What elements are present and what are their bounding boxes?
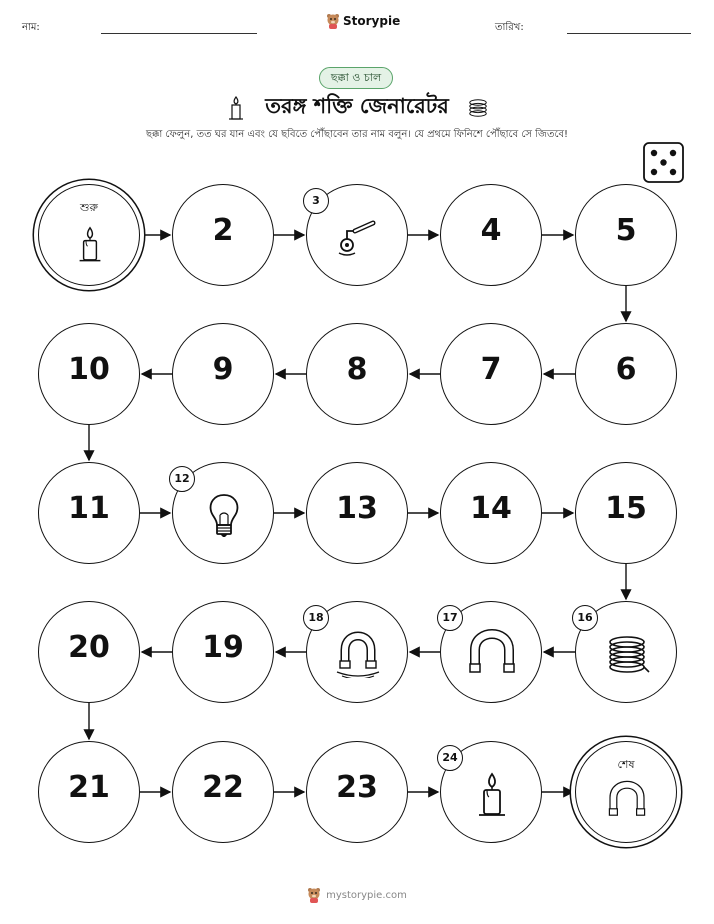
start-label: শুরু [80,201,98,214]
space-number: 14 [470,491,512,526]
bear-mascot-icon [307,887,321,903]
board-space-22 [172,741,274,843]
board-space-17 [440,601,542,703]
finish-space [575,741,677,843]
game-type-badge: ছক্কা ও চাল [319,67,393,89]
board-space-7 [440,323,542,425]
space-number-badge: 16 [572,605,598,631]
horseshoe-magnet-icon [467,628,517,678]
board-space-8 [306,323,408,425]
space-number: 11 [68,491,110,526]
board-space-6 [575,323,677,425]
candle-icon [70,221,110,265]
space-number: 13 [336,491,378,526]
board-space-16 [575,601,677,703]
board-space-4 [440,184,542,286]
space-number-badge: 18 [303,605,329,631]
board-space-13 [306,462,408,564]
board-space-20 [38,601,140,703]
space-number: 9 [212,352,234,387]
space-number: 8 [346,352,368,387]
space-number: 21 [68,770,110,805]
instructions: ছক্কা ফেলুন, তত ঘর যান এবং যে ছবিতে পৌঁছাবেন তার নাম বলুন। যে প্রথমে ফিনিশে পৌঁছাবে সে জিতবে! [145,129,569,140]
space-number-badge: 24 [437,745,463,771]
light-bulb-icon [199,489,249,539]
space-number: 20 [68,630,110,665]
board-space-24 [440,741,542,843]
start-space [38,184,140,286]
board-space-9 [172,323,274,425]
space-number-badge: 17 [437,605,463,631]
name-label: নাম: [22,22,40,33]
space-number: 15 [605,491,647,526]
board-space-3 [306,184,408,286]
magnet-field-icon [333,628,383,678]
board-space-5 [575,184,677,286]
board-space-11 [38,462,140,564]
board-space-19 [172,601,274,703]
copper-coil-icon [602,628,652,678]
space-number: 6 [615,352,637,387]
candle-icon [467,768,517,818]
board-space-18 [306,601,408,703]
space-number: 19 [202,630,244,665]
horseshoe-magnet-icon [607,778,647,822]
date-label: তারিখ: [495,22,524,33]
board-space-23 [306,741,408,843]
board-space-2 [172,184,274,286]
footer [0,887,714,903]
finish-label: শেষ [617,758,635,771]
footer-url: mystorypie.com [326,889,407,901]
space-number: 23 [336,770,378,805]
space-number: 2 [212,213,234,248]
space-number: 10 [68,352,110,387]
hand-crank-icon [333,211,383,261]
board-space-14 [440,462,542,564]
board-space-12 [172,462,274,564]
space-number-badge: 3 [303,188,329,214]
board-space-10 [38,323,140,425]
space-number: 22 [202,770,244,805]
space-number: 4 [480,213,502,248]
space-number: 5 [615,213,637,248]
page-title: তরঙ্গ শক্তি জেনারেটর [265,94,449,118]
space-number-badge: 12 [169,466,195,492]
board-space-15 [575,462,677,564]
board-space-21 [38,741,140,843]
brand-name: Storypie [343,14,401,28]
space-number: 7 [480,352,502,387]
